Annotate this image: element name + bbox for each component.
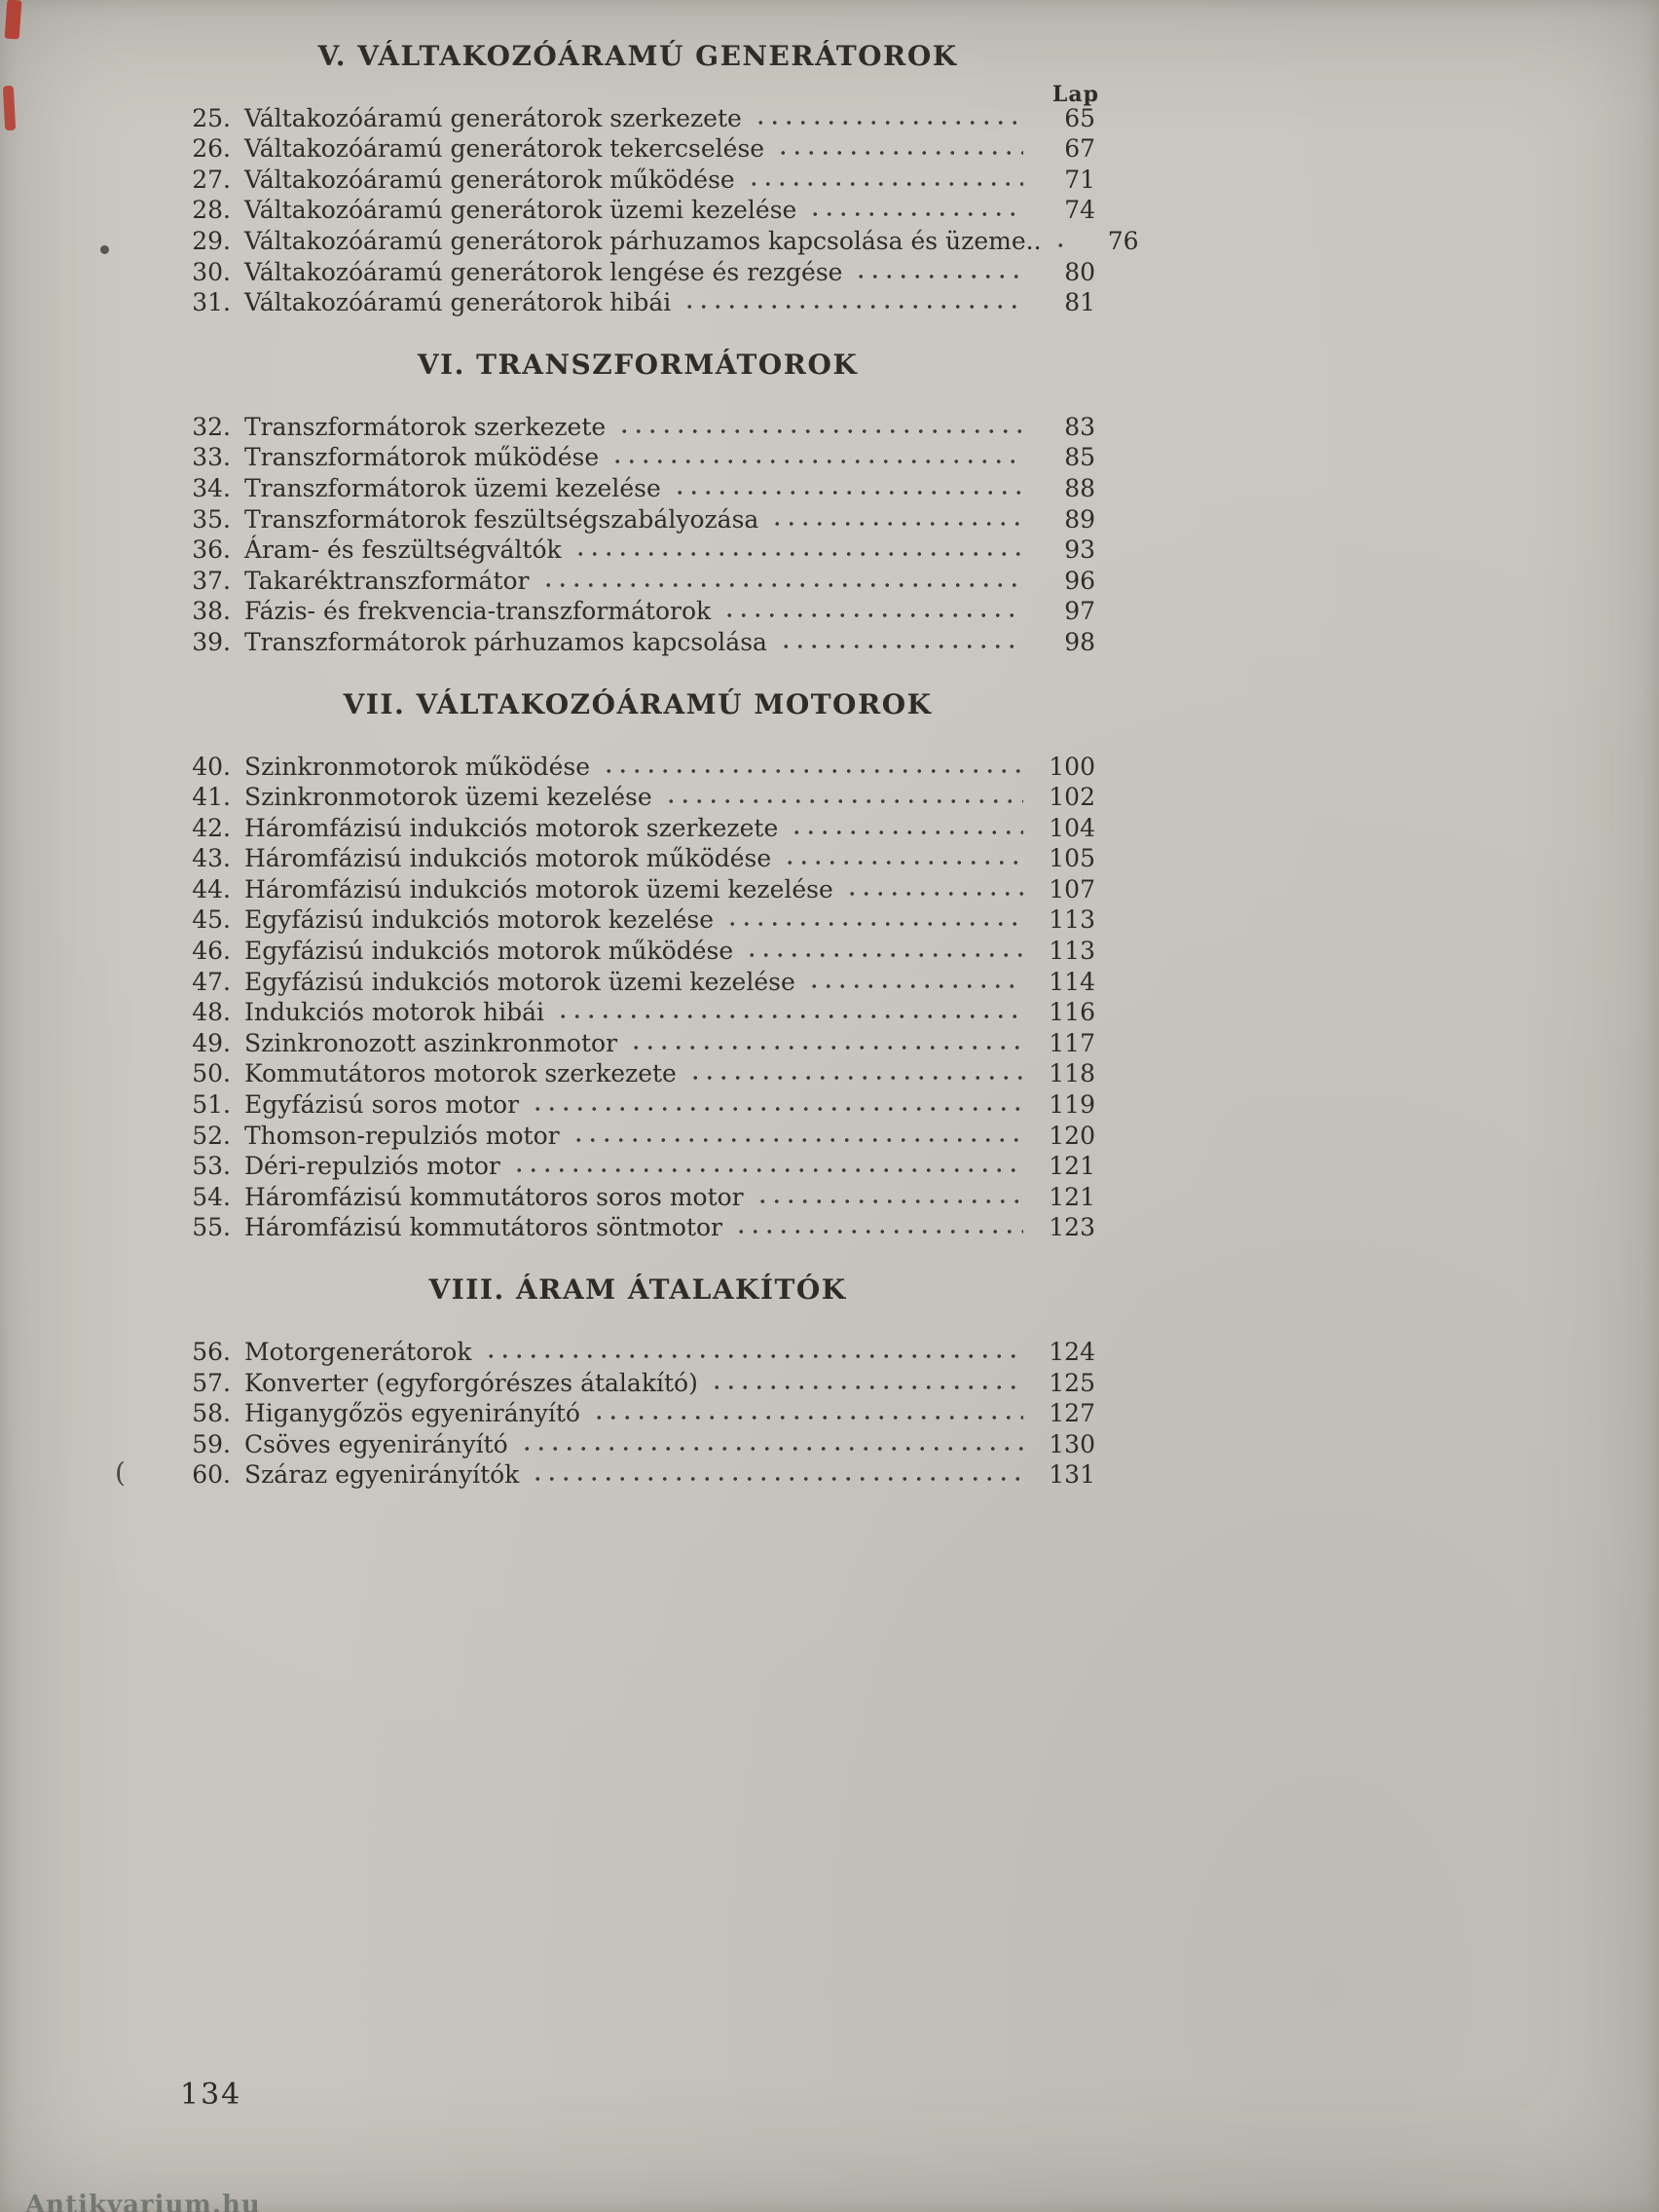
dot-leader (602, 768, 1023, 774)
entry-number: 49. (192, 1028, 231, 1057)
entry-number: 41. (192, 783, 231, 812)
entry-number: 35. (192, 504, 231, 534)
entry-title: Kommutátoros motorok szerkezete (244, 1059, 677, 1088)
toc-entry (180, 1088, 1095, 1119)
toc-entry (180, 1057, 1095, 1088)
entry-title: Háromfázisú indukciós motorok szerkezete (244, 813, 779, 842)
section-title: VII. VÁLTAKOZÓÁRAMÚ MOTOROK (343, 687, 933, 720)
entry-page-number: 97 (1064, 597, 1095, 626)
toc-entry (180, 1458, 1095, 1490)
dot-leader (520, 1446, 1023, 1452)
toc-entry (180, 101, 1095, 132)
dot-leader (556, 1014, 1023, 1019)
entry-page-number: 114 (1049, 967, 1095, 996)
entry-page-number: 74 (1064, 196, 1095, 225)
entry-number: 39. (192, 627, 231, 656)
entry-number: 31. (192, 288, 231, 317)
entry-title: Háromfázisú kommutátoros soros motor (244, 1182, 744, 1211)
entry-page-number: 117 (1049, 1028, 1095, 1057)
entry-number: 55. (192, 1213, 231, 1242)
entry-number: 36. (192, 535, 231, 565)
dot-leader (512, 1167, 1023, 1173)
table-of-contents (180, 37, 1139, 1490)
toc-entry (180, 163, 1095, 194)
entry-title: Konverter (egyforgórészes átalakító) (244, 1368, 698, 1397)
entry-number: 32. (192, 412, 231, 441)
dot-leader (734, 1229, 1023, 1235)
entry-number: 25. (192, 103, 231, 132)
toc-section (180, 346, 1095, 656)
entry-page-number: 98 (1064, 627, 1095, 656)
toc-entry (180, 903, 1095, 935)
entry-page-number: 113 (1049, 937, 1095, 966)
dot-leader (722, 612, 1023, 618)
toc-entry (180, 1335, 1095, 1366)
toc-section (180, 37, 1139, 317)
toc-entry (180, 1150, 1095, 1181)
watermark: Antikvarium.hu (25, 2191, 261, 2212)
entry-page-number: 100 (1049, 752, 1095, 781)
entry-number: 43. (192, 844, 231, 873)
entry-number: 50. (192, 1059, 231, 1088)
dot-leader (710, 1384, 1023, 1390)
toc-entry (180, 965, 1095, 996)
dot-leader (747, 181, 1023, 187)
red-ink-mark (3, 86, 16, 131)
entry-page-number: 93 (1064, 535, 1095, 565)
entry-number: 51. (192, 1090, 231, 1120)
entry-title: Egyfázisú indukciós motorok működése (244, 937, 734, 966)
entry-page-number: 119 (1049, 1090, 1095, 1120)
entry-page-number: 80 (1064, 257, 1095, 286)
dot-leader (745, 952, 1023, 958)
stray-pen-mark: ( (115, 1456, 126, 1489)
entry-number: 29. (192, 226, 231, 255)
toc-entry (180, 132, 1095, 164)
entry-title: Csöves egyenirányító (244, 1429, 508, 1458)
entry-page-number: 130 (1049, 1429, 1095, 1458)
entry-title: Indukciós motorok hibái (244, 998, 545, 1027)
entry-page-number: 124 (1049, 1338, 1095, 1366)
page-column-label: Lap (1051, 82, 1099, 107)
footer-page-number: 134 (180, 2078, 242, 2112)
dot-leader (629, 1045, 1023, 1051)
entry-title: Háromfázisú indukciós motorok üzemi kezelése (244, 874, 833, 903)
toc-entry (180, 781, 1095, 812)
dot-leader (682, 304, 1023, 310)
entry-number: 34. (192, 473, 231, 502)
entry-title: Takaréktranszformátor (244, 566, 530, 595)
entry-number: 47. (192, 967, 231, 996)
dot-leader (1053, 242, 1067, 248)
toc-entry (180, 1366, 1095, 1397)
entry-page-number: 81 (1064, 288, 1095, 317)
entry-title: Transzformátorok párhuzamos kapcsolása (244, 627, 767, 656)
entry-title: Egyfázisú soros motor (244, 1090, 520, 1120)
entry-page-number: 118 (1049, 1059, 1095, 1088)
toc-sections (180, 37, 1139, 1490)
entry-title: Váltakozóáramú generátorok üzemi kezelése (244, 196, 797, 225)
toc-entry (180, 1119, 1095, 1150)
ink-dot-artifact (100, 245, 109, 254)
toc-entry (180, 224, 1139, 255)
entry-number: 42. (192, 813, 231, 842)
entry-number: 38. (192, 597, 231, 626)
entry-page-number: 85 (1064, 443, 1095, 472)
toc-entry (180, 842, 1095, 873)
entry-title: Szinkronozott aszinkronmotor (244, 1028, 618, 1057)
entry-title: Váltakozóáramú generátorok szerkezete (244, 103, 742, 132)
entry-number: 53. (192, 1152, 231, 1181)
entry-number: 56. (192, 1338, 231, 1366)
toc-entry (180, 934, 1095, 965)
toc-entry (180, 441, 1095, 472)
entry-page-number: 116 (1049, 998, 1095, 1027)
entry-number: 30. (192, 257, 231, 286)
entry-title: Motorgenerátorok (244, 1338, 472, 1366)
entry-page-number: 123 (1049, 1213, 1095, 1242)
entry-number: 26. (192, 134, 231, 164)
toc-section (180, 1271, 1095, 1489)
dot-leader (617, 428, 1023, 434)
entry-number: 28. (192, 196, 231, 225)
entry-page-number: 121 (1049, 1182, 1095, 1211)
entry-number: 46. (192, 937, 231, 966)
toc-entry (180, 1427, 1095, 1458)
entry-page-number: 71 (1064, 165, 1095, 194)
entry-page-number: 121 (1049, 1152, 1095, 1181)
toc-entry (180, 996, 1095, 1027)
entry-number: 57. (192, 1368, 231, 1397)
toc-section (180, 685, 1095, 1242)
toc-entry (180, 595, 1095, 626)
entry-title: Higanygőzös egyenirányító (244, 1399, 580, 1428)
entry-title: Fázis- és frekvencia-transzformátorok (244, 597, 712, 626)
dot-leader (790, 830, 1023, 835)
toc-entry (180, 811, 1095, 842)
entry-page-number: 105 (1049, 844, 1095, 873)
toc-entry (180, 255, 1095, 286)
dot-leader (571, 1137, 1023, 1143)
dot-leader (808, 211, 1023, 217)
entry-page-number: 102 (1049, 783, 1095, 812)
toc-entry (180, 1026, 1095, 1057)
dot-leader (756, 1198, 1023, 1204)
entry-page-number: 96 (1064, 566, 1095, 595)
entry-page-number: 67 (1064, 134, 1095, 164)
entry-title: Thomson-repulziós motor (244, 1121, 560, 1150)
dot-leader (754, 120, 1023, 126)
entry-page-number: 76 (1107, 226, 1139, 255)
entry-number: 54. (192, 1182, 231, 1211)
entry-page-number: 131 (1049, 1460, 1095, 1490)
red-ink-mark (5, 0, 22, 39)
entry-title: Háromfázisú kommutátoros söntmotor (244, 1213, 722, 1242)
entry-page-number: 113 (1049, 905, 1095, 935)
dot-leader (779, 644, 1023, 649)
entry-page-number: 127 (1049, 1399, 1095, 1428)
section-title: VI. TRANSZFORMÁTOROK (417, 349, 859, 382)
dot-leader (664, 798, 1023, 804)
dot-leader (531, 1106, 1023, 1112)
entry-page-number: 83 (1064, 412, 1095, 441)
dot-leader (770, 521, 1023, 527)
toc-entry (180, 1180, 1095, 1211)
dot-leader (592, 1415, 1023, 1420)
entry-page-number: 125 (1049, 1368, 1095, 1397)
entry-title: Áram- és feszültségváltók (244, 535, 562, 565)
entry-page-number: 89 (1064, 504, 1095, 534)
entry-number: 60. (192, 1460, 231, 1490)
entry-number: 58. (192, 1399, 231, 1428)
entry-number: 59. (192, 1429, 231, 1458)
dot-leader (541, 582, 1023, 588)
toc-entry (180, 194, 1095, 225)
toc-entry (180, 502, 1095, 534)
toc-entry (180, 625, 1095, 656)
entry-number: 37. (192, 566, 231, 595)
toc-entry (180, 1397, 1095, 1428)
entry-number: 52. (192, 1121, 231, 1150)
dot-leader (854, 274, 1023, 279)
dot-leader (573, 551, 1023, 557)
dot-leader (845, 891, 1023, 897)
dot-leader (783, 860, 1023, 866)
dot-leader (531, 1476, 1023, 1482)
entry-title: Déri-repulziós motor (244, 1152, 500, 1181)
entry-title: Szinkronmotorok működése (244, 752, 591, 781)
entry-title: Transzformátorok üzemi kezelése (244, 473, 661, 502)
entry-title: Transzformátorok feszültségszabályozása (244, 504, 759, 534)
section-title: V. VÁLTAKOZÓÁRAMÚ GENERÁTOROK (317, 40, 958, 72)
entry-title: Váltakozóáramú generátorok működése (244, 165, 735, 194)
entry-page-number: 104 (1049, 813, 1095, 842)
entry-number: 48. (192, 998, 231, 1027)
toc-entry (180, 534, 1095, 565)
toc-entry (180, 286, 1095, 317)
entry-title: Váltakozóáramú generátorok lengése és rezgése (244, 257, 843, 286)
entry-title: Szinkronmotorok üzemi kezelése (244, 783, 652, 812)
toc-entry (180, 471, 1095, 502)
entry-title: Transzformátorok szerkezete (244, 412, 607, 441)
dot-leader (807, 983, 1023, 989)
toc-entry (180, 410, 1095, 441)
dot-leader (725, 921, 1023, 927)
entry-page-number: 107 (1049, 874, 1095, 903)
dot-leader (484, 1353, 1024, 1359)
entry-page-number: 120 (1049, 1121, 1095, 1150)
entry-title: Váltakozóáramú generátorok tekercselése (244, 134, 765, 164)
entry-title: Transzformátorok működése (244, 443, 600, 472)
toc-entry (180, 750, 1095, 781)
dot-leader (673, 490, 1023, 496)
entry-number: 44. (192, 874, 231, 903)
entry-title: Egyfázisú indukciós motorok kezelése (244, 905, 715, 935)
dot-leader (610, 459, 1023, 464)
toc-entry (180, 564, 1095, 595)
entry-title: Egyfázisú indukciós motorok üzemi kezelése (244, 967, 795, 996)
toc-entry (180, 1211, 1095, 1242)
entry-number: 27. (192, 165, 231, 194)
dot-leader (688, 1075, 1023, 1081)
entry-number: 45. (192, 905, 231, 935)
entry-title: Váltakozóáramú generátorok párhuzamos kapcsolása és üzeme.. (244, 226, 1042, 255)
toc-entry (180, 872, 1095, 903)
section-title: VIII. ÁRAM ÁTALAKÍTÓK (428, 1273, 847, 1307)
entry-number: 40. (192, 752, 231, 781)
entry-title: Száraz egyenirányítók (244, 1460, 520, 1490)
dot-leader (776, 150, 1023, 156)
entry-page-number: 65 (1064, 103, 1095, 132)
entry-page-number: 88 (1064, 473, 1095, 502)
entry-title: Váltakozóáramú generátorok hibái (244, 288, 672, 317)
entry-number: 33. (192, 443, 231, 472)
entry-title: Háromfázisú indukciós motorok működése (244, 844, 772, 873)
